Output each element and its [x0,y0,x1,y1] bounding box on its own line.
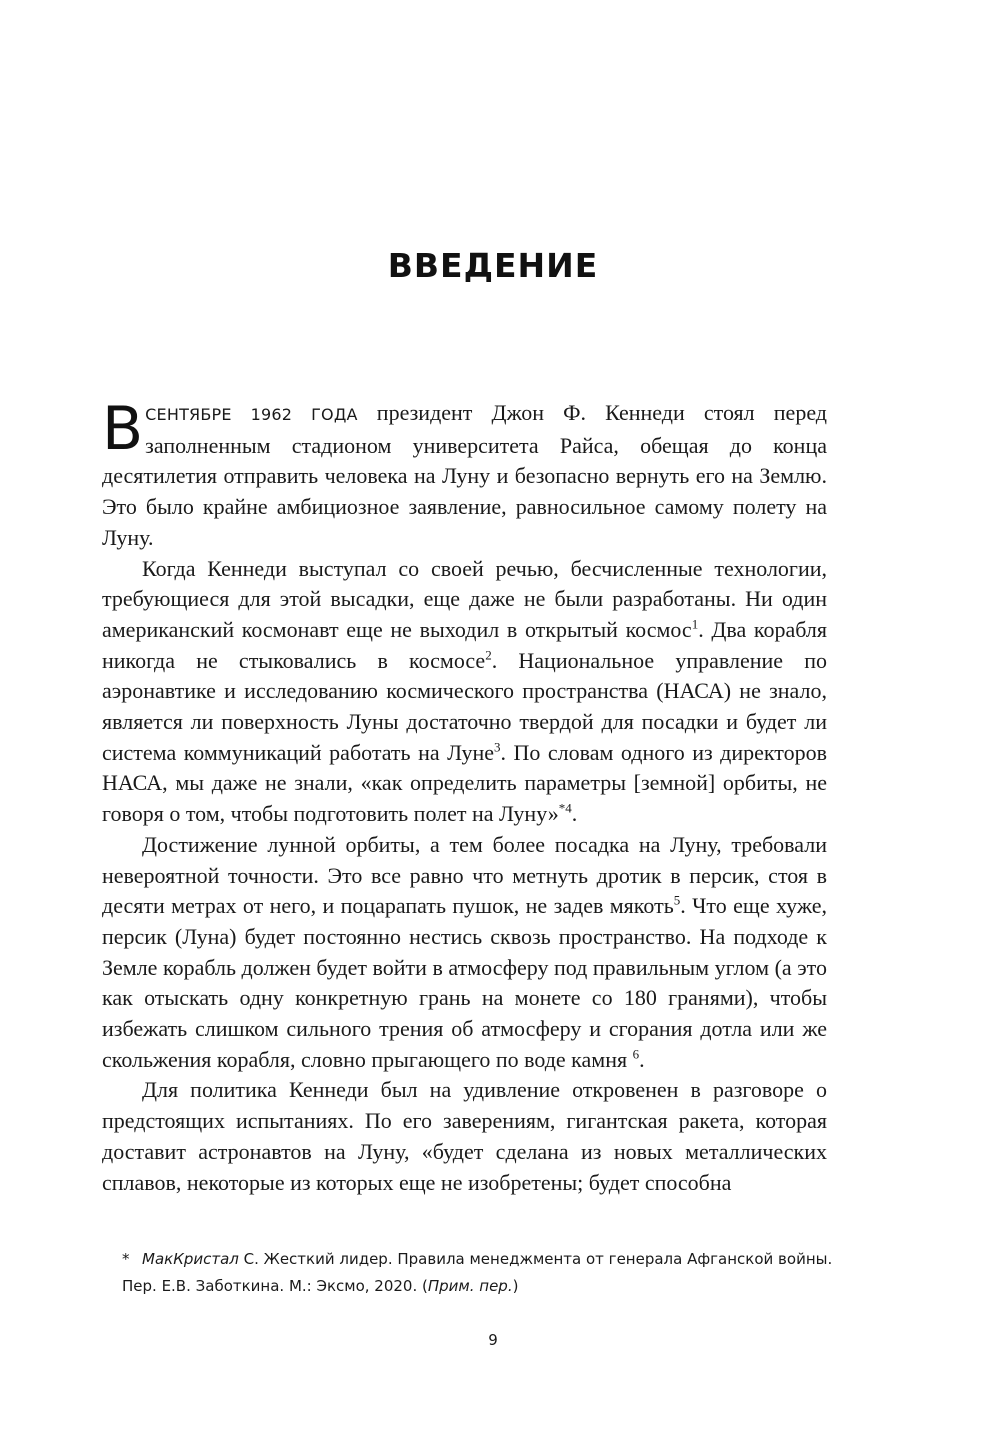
footnote-ref: 3 [494,739,501,755]
drop-cap: В [102,394,144,464]
lead-in-smallcaps: СЕНТЯБРЕ 1962 ГОДА [145,405,358,424]
paragraph-text: . Что еще хуже, персик (Луна) будет постоянно нестись сквозь пространство. На подходе к Земле корабль должен будет войти в атмосферу под правильным углом (а это как отыскать одну конкретную грань на монете со 180 гранями), чтобы избежать слишком сильного трения об атмосферу и сгорания дотла или же скольжения корабля, словно прыгающего по воде камня [102,893,828,1072]
paragraph-text: президент Джон Ф. Кеннеди стоял перед заполненным стадионом университета Райса, обещая до конца десятилетия отправить человека на Луну и безопасно вернуть его на Землю. Это было крайне амбициозное заявление, равносильное самому полету на Луну. [102,400,827,550]
paragraph-text: . [639,1046,645,1072]
footnote-note: Прим. пер. [427,1277,513,1295]
paragraph-1 [102,394,827,554]
footnote-ref: *4 [558,800,572,816]
footnote-text: С. Жесткий лидер. Правила менеджмента от генерала Афганской войны. Пер. Е.В. Заботкина. М.: Эксмо, 2020. ( [122,1250,833,1295]
paragraph-text: . По словам одного из директоров НАСА, мы даже не знали, «как определить параметры [земной] орбиты, не говоря о том, чтобы подготовить полет на Луну» [102,739,828,827]
paragraph-2 [102,554,827,830]
paragraph-text: . Два корабля никогда не стыковались в космосе [102,616,827,673]
footnote-ref: 5 [673,892,681,908]
footnote-ref: 2 [485,647,492,663]
paragraph-3 [102,830,827,1076]
footnote-marker: * [122,1250,130,1268]
footnote-author: МакКристал [142,1250,239,1268]
paragraph-text: . Национальное управление по аэронавтике и исследованию космического пространства (НАСА) не знало, является ли поверхность Луны достаточно твердой для посадки и будет ли система коммуникаций работать на Луне [102,647,827,765]
paragraph-text: Когда Кеннеди выступал со своей речью, бесчисленные технологии, требующиеся для этой высадки, еще даже не были разработаны. Ни один американский космонавт еще не выходил в открытый космос [102,555,827,642]
footnote [122,1246,834,1300]
paragraph-text: . [571,801,578,827]
footnote-ref: 1 [691,616,699,632]
paragraph-text: Для политика Кеннеди был на удивление откровенен в разговоре о предстоящих испытаниях. По его заверениям, гигантская ракета, которая доставит астронавтов на Луну, «будет сделана из новых металлических сплавов, некоторые из которых еще не изобретены; будет способна [102,1077,827,1195]
chapter-title: ВВЕДЕНИЕ [387,246,599,285]
main-text [102,394,828,1198]
footnote-ref: 6 [632,1046,640,1062]
footnote-close: ) [512,1277,519,1295]
page-number: 9 [488,1331,498,1349]
paragraph-4 [102,1075,827,1198]
paragraph-text: Достижение лунной орбиты, а тем более посадка на Луну, требовали невероятной точности. Это все равно что метнуть дротик в персик, стоя в десяти метрах от него, и поцарапать пушок, не задев мякоть [102,831,827,919]
